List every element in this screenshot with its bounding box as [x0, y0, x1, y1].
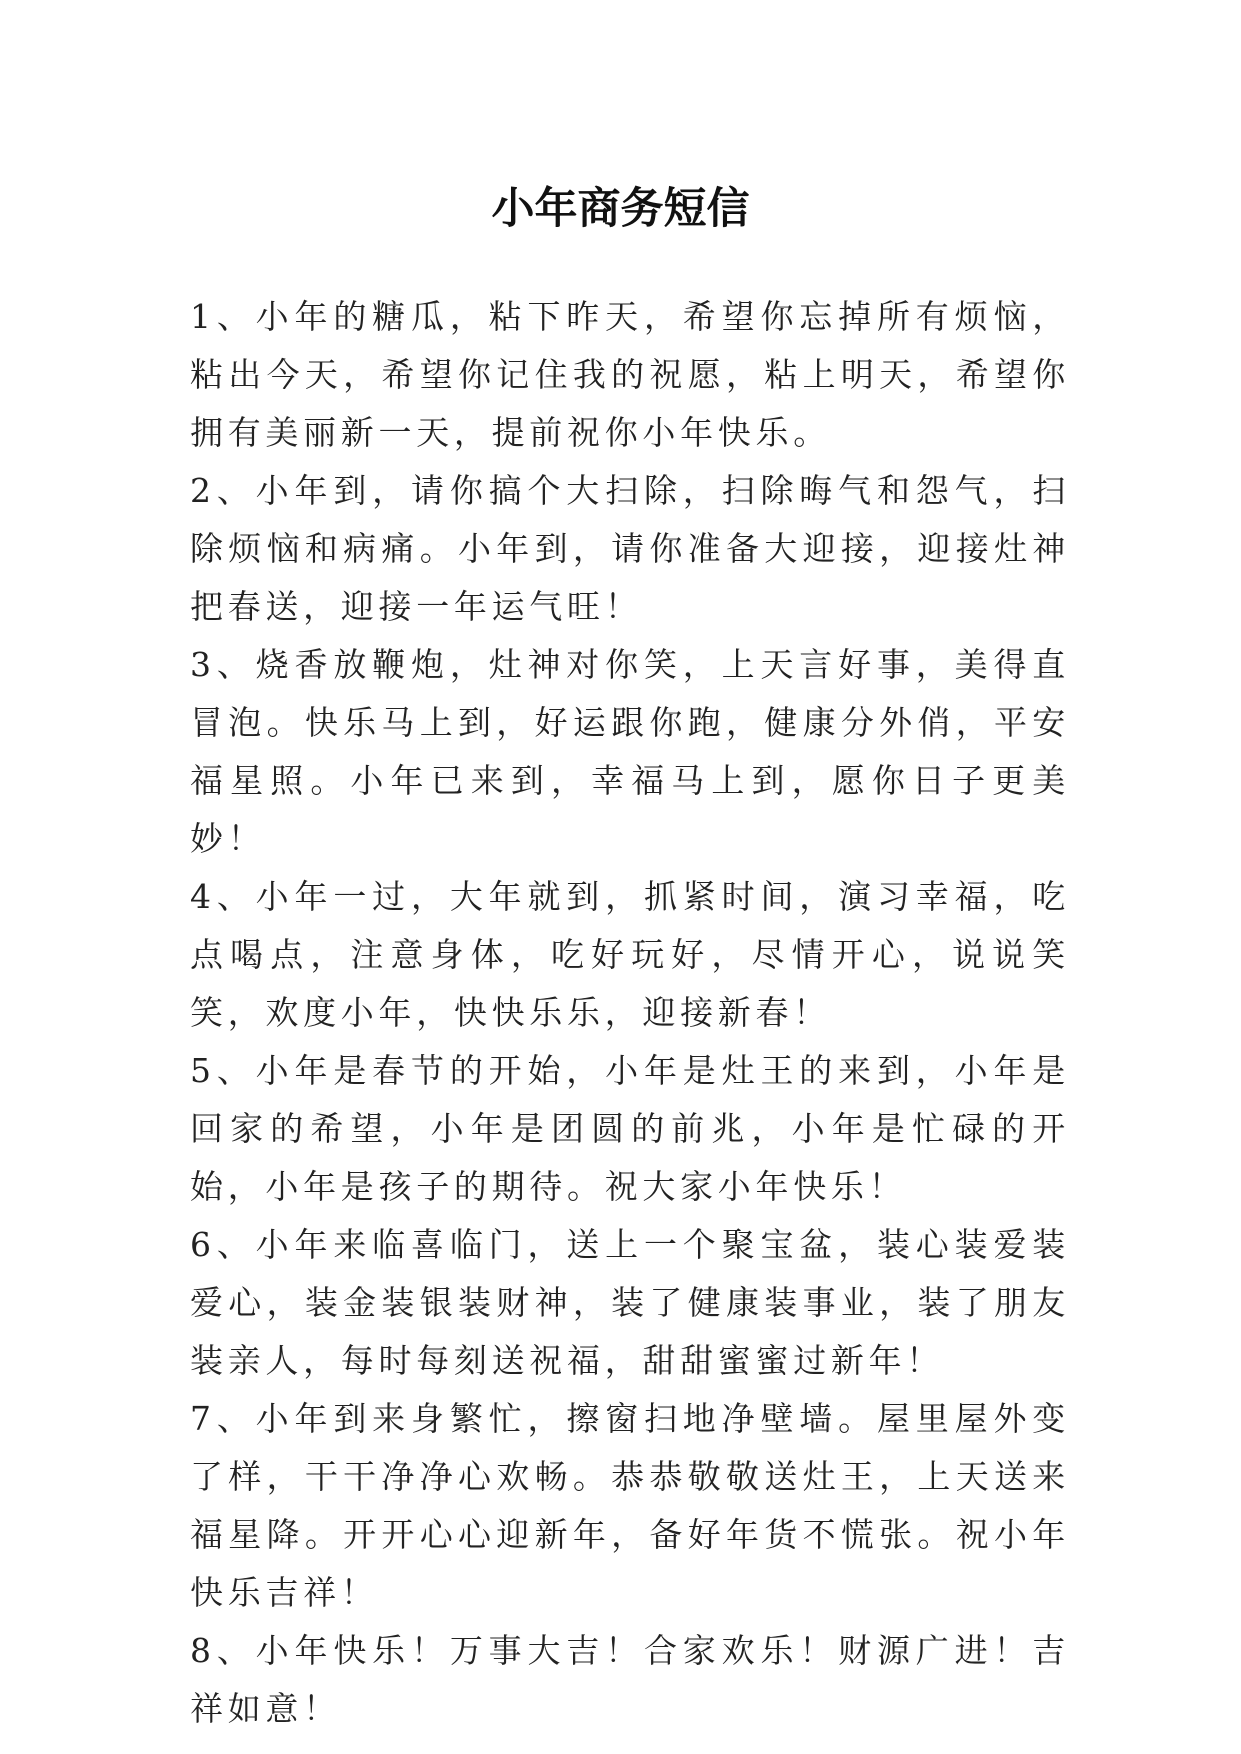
paragraph-3: 3、烧香放鞭炮，灶神对你笑，上天言好事，美得直冒泡。快乐马上到，好运跟你跑，健康分外俏，平安福星照。小年已来到，幸福马上到，愿你日子更美妙！ [190, 645, 1070, 858]
document-title: 小年商务短信 [491, 183, 750, 234]
paragraph-4: 4、小年一过，大年就到，抓紧时间，演习幸福，吃点喝点，注意身体，吃好玩好，尽情开心，说说笑笑，欢度小年，快快乐乐，迎接新春！ [190, 877, 1070, 1032]
paragraph-6: 6、小年来临喜临门，送上一个聚宝盆，装心装爱装爱心，装金装银装财神，装了健康装事业，装了朋友装亲人，每时每刻送祝福，甜甜蜜蜜过新年！ [190, 1225, 1070, 1380]
paragraph-5: 5、小年是春节的开始，小年是灶王的来到，小年是回家的希望，小年是团圆的前兆，小年是忙碌的开始，小年是孩子的期待。祝大家小年快乐！ [190, 1051, 1070, 1206]
paragraph-8: 8、小年快乐！万事大吉！合家欢乐！财源广进！吉祥如意！ [190, 1631, 1070, 1728]
document-body [190, 288, 1070, 1738]
paragraph-7: 7、小年到来身繁忙，擦窗扫地净壁墙。屋里屋外变了样，干干净净心欢畅。恭恭敬敬送灶王，上天送来福星降。开开心心迎新年，备好年货不慌张。祝小年快乐吉祥！ [190, 1399, 1070, 1612]
paragraph-1: 1、小年的糖瓜，粘下昨天，希望你忘掉所有烦恼，粘出今天，希望你记住我的祝愿，粘上明天，希望你拥有美丽新一天，提前祝你小年快乐。 [190, 297, 1070, 452]
paragraph-2: 2、小年到，请你搞个大扫除，扫除晦气和怨气，扫除烦恼和病痛。小年到，请你准备大迎接，迎接灶神把春送，迎接一年运气旺！ [190, 471, 1070, 626]
